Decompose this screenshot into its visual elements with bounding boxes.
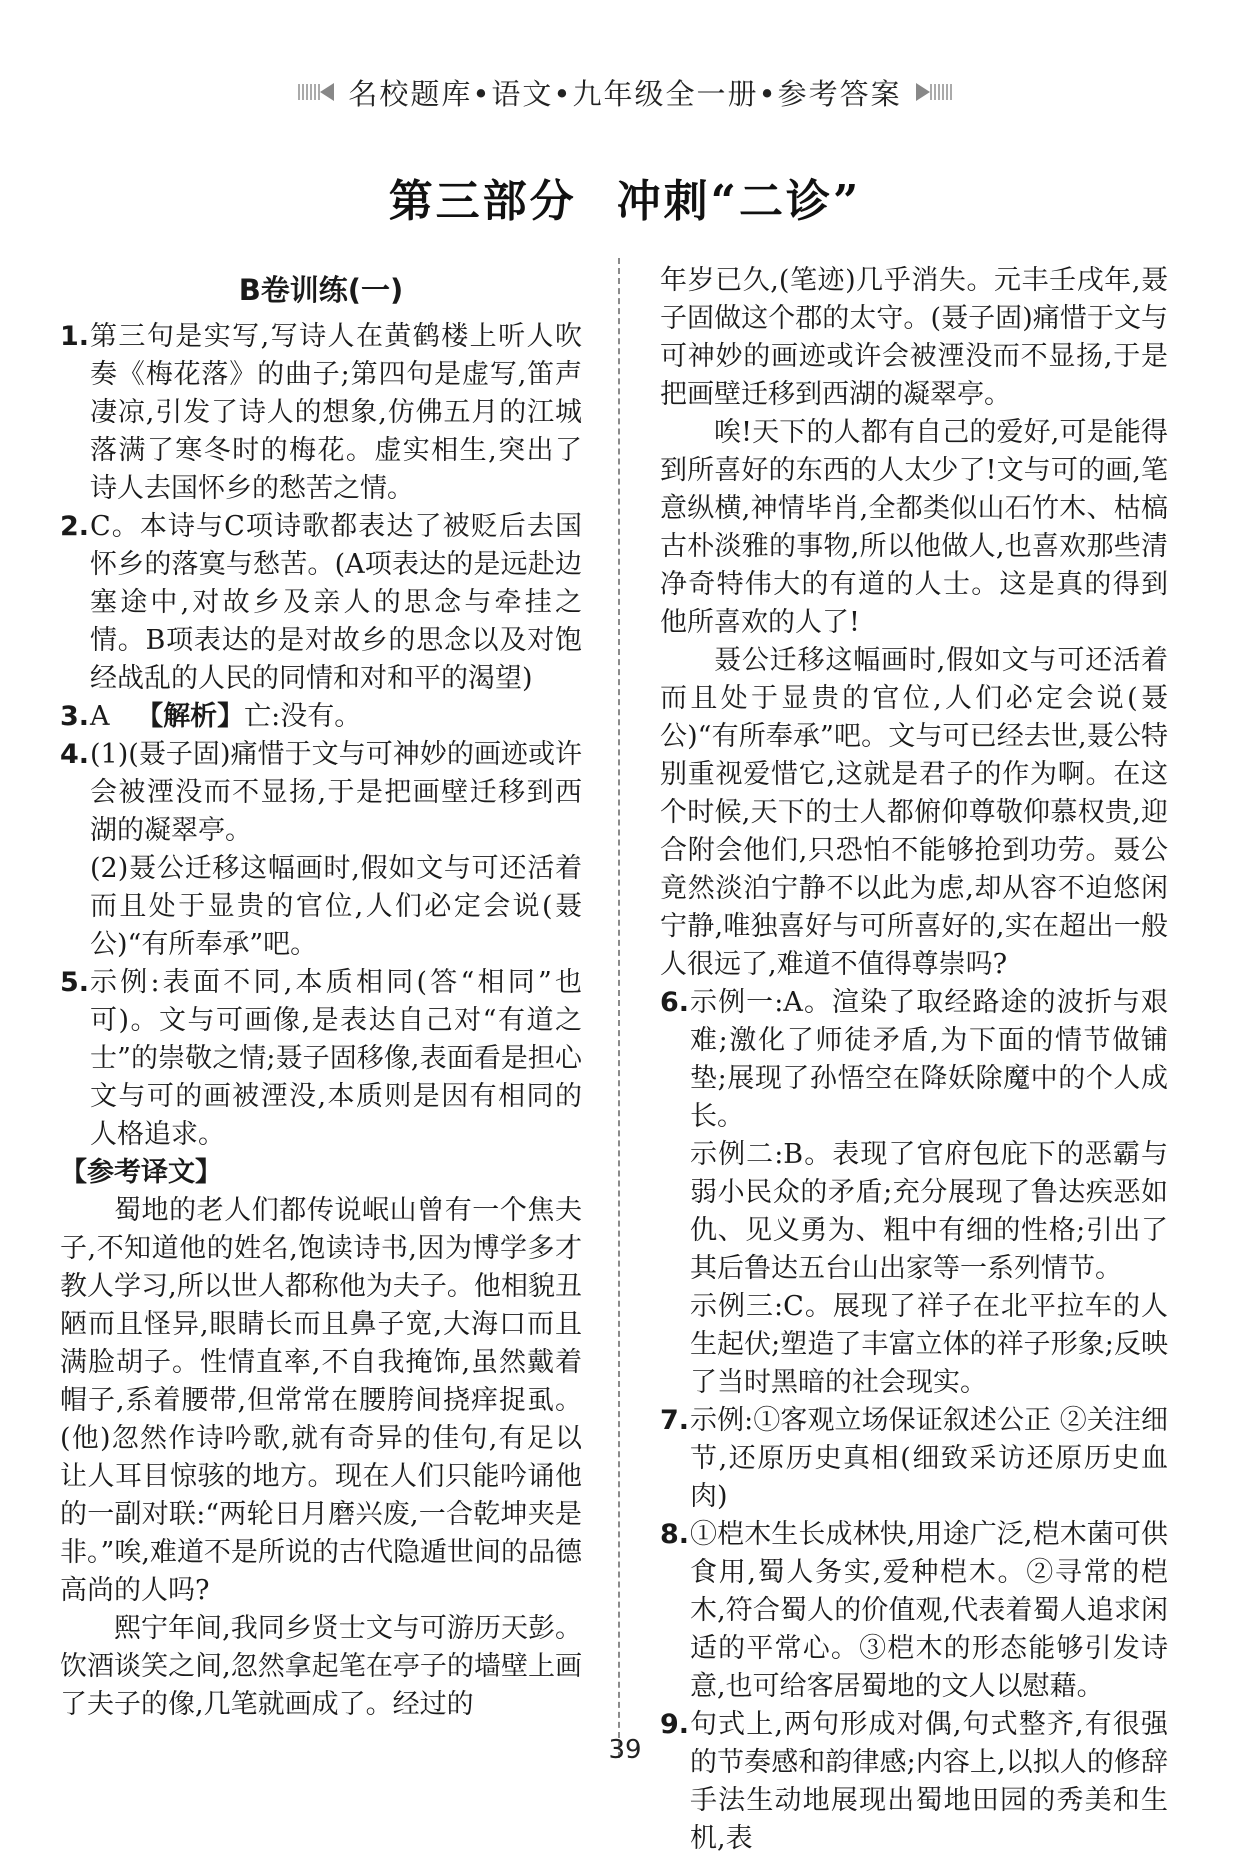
answer-text: 示例:表面不同,本质相同(答“相同”也可)。文与可画像,是表达自己对“有道之士”的崇敬之情;聂子固移像,表面看是担心文与可的画被湮没,本质则是因有相同的人格追求。 <box>90 967 582 1150</box>
analysis-text: 亡:没有。 <box>244 701 362 732</box>
page-number: 39 <box>608 1735 642 1765</box>
right-column <box>660 262 1168 1858</box>
answer-text: 句式上,两句形成对偶,句式整齐,有很强的节奏感和韵律感;内容上,以拟人的修辞手法生动地展现出蜀地田园的秀美和生机,表 <box>690 1709 1168 1854</box>
translation-paragraph: 蜀地的老人们都传说岷山曾有一个焦夫子,不知道他的姓名,饱读诗书,因为博学多才教人学习,所以世人都称他为夫子。他相貌丑陋而且怪异,眼睛长而且鼻子宽,大海口而且满脸胡子。性情直率,不自我掩饰,虽然戴着帽子,系着腰带,但常常在腰胯间挠痒捉虱。(他)忽然作诗吟歌,就有奇异的佳句,有足以让人耳目惊骇的地方。现在人们只能吟诵他的一副对联:“两轮日月磨兴废,一合乾坤夹是非。”唉,难道不是所说的古代隐遁世间的品德高尚的人吗? <box>60 1195 582 1606</box>
answer-number: 1. <box>60 321 90 352</box>
answer-number: 9. <box>660 1709 690 1740</box>
answer-part-1: (1)(聂子固)痛惜于文与可神妙的画迹或许会被湮没而不显扬,于是把画壁迁移到西湖的凝翠亭。 <box>90 739 582 846</box>
translation-tag: 【参考译文】 <box>60 1157 222 1188</box>
section-title: B卷训练(一) <box>238 273 404 307</box>
answer-number: 7. <box>660 1405 690 1436</box>
answer-9 <box>660 1706 1168 1858</box>
example-2: 示例二:B。表现了官府包庇下的恶霸与弱小民众的矛盾;充分展现了鲁达疾恶如仇、见义勇为、粗中有细的性格;引出了其后鲁达五台山出家等一系列情节。 <box>690 1139 1168 1284</box>
answer-number: 5. <box>60 967 90 998</box>
translation-paragraph: 熙宁年间,我同乡贤士文与可游历天彭。饮酒谈笑之间,忽然拿起笔在亭子的墙壁上画了夫子的像,几笔就画成了。经过的 <box>60 1613 582 1720</box>
translation-paragraph: 唉!天下的人都有自己的爱好,可是能得到所喜好的东西的人太少了!文与可的画,笔意纵横,神情毕肖,全都类似山石竹木、枯槁古朴淡雅的事物,所以他做人,也喜欢那些清净奇特伟大的有道的人士。这是真的得到他所喜欢的人了! <box>660 417 1168 638</box>
example-1: 示例一:A。渲染了取经路途的波折与艰难;激化了师徒矛盾,为下面的情节做铺垫;展现了孙悟空在降妖除魔中的个人成长。 <box>690 987 1168 1132</box>
answer-4 <box>60 736 582 964</box>
answer-8 <box>660 1516 1168 1706</box>
answer-3 <box>60 698 582 736</box>
answer-text: 示例:①客观立场保证叙述公正 ②关注细节,还原历史真相(细致采访还原历史血肉) <box>690 1405 1168 1512</box>
left-column <box>60 262 582 1724</box>
answer-5 <box>60 964 582 1154</box>
translation-continuation: 年岁已久,(笔迹)几乎消失。元丰壬戌年,聂子固做这个郡的太守。(聂子固)痛惜于文与可神妙的画迹或许会被湮没而不显扬,于是把画壁迁移到西湖的凝翠亭。 <box>660 265 1168 410</box>
answer-text <box>90 736 582 964</box>
answer-number: 4. <box>60 739 90 770</box>
answer-part-2: (2)聂公迁移这幅画时,假如文与可还活着而且处于显贵的官位,人们必定会说(聂公)“有所奉承”吧。 <box>90 853 582 960</box>
answer-number: 6. <box>660 987 690 1018</box>
answer-2 <box>60 508 582 698</box>
answer-1 <box>60 318 582 508</box>
translation-paragraph: 聂公迁移这幅画时,假如文与可还活着而且处于显贵的官位,人们必定会说(聂公)“有所奉承”吧。文与可已经去世,聂公特别重视爱惜它,这就是君子的作为啊。在这个时候,天下的士人都俯仰尊敬仰慕权贵,迎合附会他们,只恐怕不能够抢到功劳。聂公竟然淡泊宁静不以此为虑,却从容不迫悠闲宁静,唯独喜好与可所喜好的,实在超出一般人很远了,难道不值得尊崇吗? <box>660 645 1168 980</box>
answer-text <box>690 984 1168 1402</box>
answer-number: 8. <box>660 1519 690 1550</box>
answer-choice: A <box>90 701 110 732</box>
header-right-ornament-icon <box>916 83 952 101</box>
part-title-sub: 冲刺“二诊” <box>616 176 862 227</box>
answer-number: 3. <box>60 701 90 732</box>
answer-text <box>90 698 582 736</box>
header-left-ornament-icon <box>298 83 334 101</box>
answer-text: ①桤木生长成林快,用途广泛,桤木菌可供食用,蜀人务实,爱种桤木。②寻常的桤木,符合蜀人的价值观,代表着蜀人追求闲适的平常心。③桤木的形态能够引发诗意,也可给客居蜀地的文人以慰藉。 <box>690 1519 1168 1702</box>
header-title: 名校题库•语文•九年级全一册•参考答案 <box>348 76 902 111</box>
part-title <box>0 165 1250 229</box>
answer-7 <box>660 1402 1168 1516</box>
analysis-tag: 【解析】 <box>136 701 245 732</box>
column-divider <box>618 258 620 1758</box>
page-header <box>0 70 1250 114</box>
answer-text: C。本诗与C项诗歌都表达了被贬后去国怀乡的落寞与愁苦。(A项表达的是远赴边塞途中,对故乡及亲人的思念与牵挂之情。B项表达的是对故乡的思念以及对饱经战乱的人民的同情和对和平的渴望) <box>90 511 582 694</box>
answer-6 <box>660 984 1168 1402</box>
answer-number: 2. <box>60 511 90 542</box>
answer-text: 第三句是实写,写诗人在黄鹤楼上听人吹奏《梅花落》的曲子;第四句是虚写,笛声凄凉,引发了诗人的想象,仿佛五月的江城落满了寒冬时的梅花。虚实相生,突出了诗人去国怀乡的愁苦之情。 <box>90 321 582 504</box>
part-title-main: 第三部分 <box>388 176 577 227</box>
example-3: 示例三:C。展现了祥子在北平拉车的人生起伏;塑造了丰富立体的祥子形象;反映了当时黑暗的社会现实。 <box>690 1291 1168 1398</box>
